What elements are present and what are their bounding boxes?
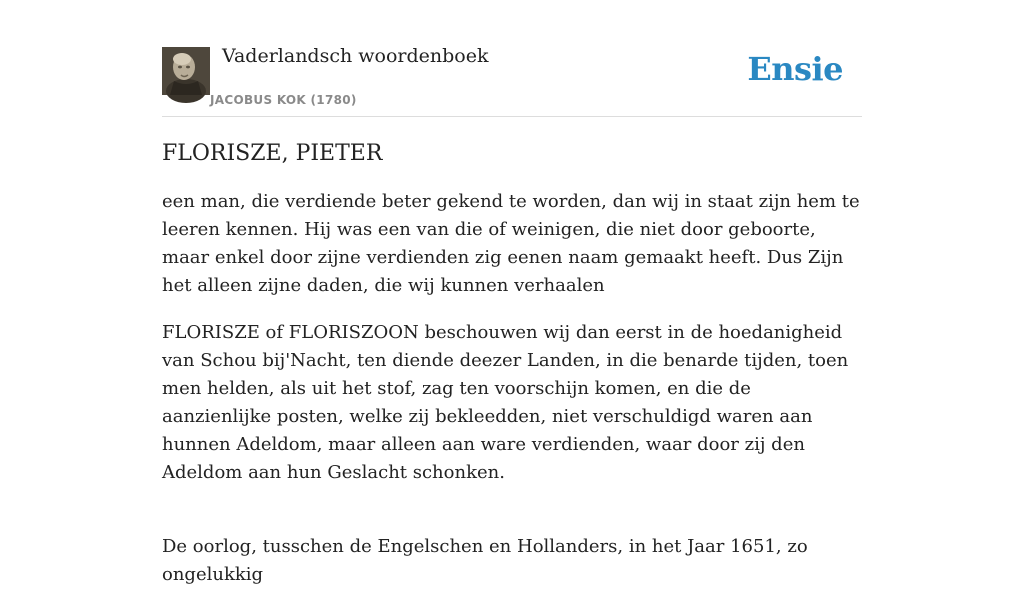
author-label[interactable]: JACOBUS KOK (1780) xyxy=(210,93,357,107)
portrait-avatar-icon-graphic xyxy=(162,47,210,95)
entry-paragraph: een man, die verdiende beter gekend te worden, dan wij in staat zijn hem te leeren kennen. Hij was een van die of weinigen, die niet door geboorte, maar enkel door zijne verdienden zig eenen naam gemaakt heeft. Dus Zijn het alleen zijne daden, die wij kunnen verhaalen xyxy=(162,191,860,296)
book-title[interactable]: Vaderlandsch woordenboek xyxy=(222,45,489,67)
entry-content xyxy=(162,138,862,589)
entry-paragraph: FLORISZE of FLORISZOON beschouwen wij dan eerst in de hoedanigheid van Schou bij'Nacht, ten diende deezer Landen, in die benarde tijden, toen men helden, als uit het stof, zag ten voorschijn komen, en die de aanzienlijke posten, welke zij bekleedden, niet verschuldigd waren aan hunnen Adeldom, maar alleen aan ware verdienden, waar door zij den Adeldom aan hun Geslacht schonken. xyxy=(162,322,849,483)
entry-title: FLORISZE, PIETER xyxy=(162,141,383,166)
ensie-logo[interactable]: Ensie xyxy=(747,50,843,88)
entry-paragraph: De oorlog, tusschen de Engelschen en Hollanders, in het Jaar 1651, zo ongelukkig xyxy=(162,536,808,585)
header xyxy=(162,0,862,117)
portrait-avatar-icon xyxy=(162,47,210,95)
